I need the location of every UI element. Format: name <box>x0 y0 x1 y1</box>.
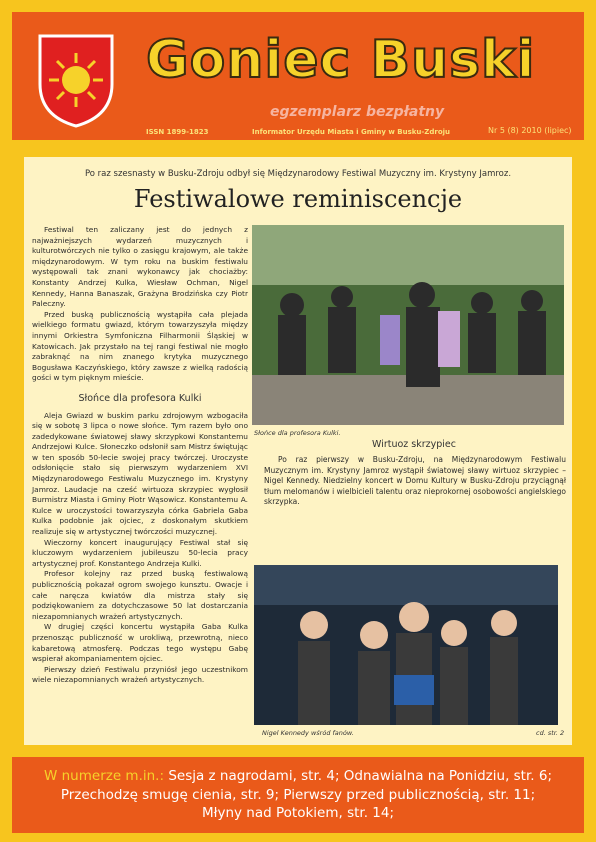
photo-kennedy <box>254 565 558 725</box>
masthead <box>12 12 584 140</box>
paragraph: Pierwszy dzień Festiwalu przyniósł jego uczestnikom wiele niezapomnianych wrażeń artystycznych. <box>32 664 248 685</box>
article-panel <box>24 157 572 745</box>
paragraph: Festiwal ten zaliczany jest do jednych z najważniejszych wydarzeń muzycznych i kulturotwórczych nie tylko o zasięgu krajowym, ale także międzynarodowym. W tym roku na buskim festiwalu występowali tak znani wykonawcy jak chociażby: Konstanty Andrzej Kulka, Wiesław Ochman, Nigel Kennedy, Hanna Banaszak, Grażyna Brodzińska czy Piotr Paleczny. <box>32 225 248 309</box>
article-intro: Po raz szesnasty w Busku-Zdroju odbył się Międzynarodowy Festiwal Muzyczny im. Krystyny Jamroz. <box>84 169 512 179</box>
paragraph: Wieczorny koncert inaugurujący Festiwal stał się kluczowym wydarzeniem jubileuszu 50-lecia pracy artystycznej prof. Konstantego Andrzeja Kulki. <box>32 537 248 568</box>
paragraph: W drugiej części koncertu wystąpiła Gaba Kulka przenosząc publiczność w urokliwą, przewrotną, nieco kabaretową atmosferę. Podczas tego występu Gabę wspierał akompaniamentem ojciec. <box>32 622 248 664</box>
paragraph: Przed buską publicznością wystąpiła cała plejada wielkiego formatu gwiazd, którym towarzyszyła między innymi Orkiestra Symfoniczna Filharmonii Śląskiej w Katowicach. Jak przystało na tej rangi festiwal nie mogło zabraknąć na nim znanego krytyka muzycznego Bogusława Kaczyńskiego, który zawsze z wielką radością gości w tym pięknym mieście. <box>32 309 248 383</box>
continued-note: cd. str. 2 <box>536 729 565 737</box>
free-copy-label: egzemplarz bezpłatny <box>270 104 445 120</box>
article-headline: Festiwalowe reminiscencje <box>133 185 463 213</box>
issn: ISSN 1899-1823 <box>146 128 209 136</box>
publisher-info: Informator Urzędu Miasta i Gminy w Busku-Zdroju <box>252 128 451 136</box>
subheading-virtuoso: Wirtuoz skrzypiec <box>372 439 456 450</box>
newspaper-title: Goniec Buski <box>146 30 536 90</box>
toc-line: Przechodzę smugę cienia, str. 9; Pierwszy przed publicznością, str. 11; <box>60 786 536 803</box>
subheading-sun: Słońce dla profesora Kulki <box>78 392 202 404</box>
toc-label: W numerze m.in.: <box>43 768 165 784</box>
toc-line: Sesja z nagrodami, str. 4; Odnawialna na Ponidziu, str. 6; <box>168 768 553 784</box>
coat-of-arms-icon <box>36 32 116 128</box>
article-column-right <box>264 455 566 508</box>
toc-line: Młyny nad Potokiem, str. 14; <box>201 805 395 821</box>
paragraph: Aleja Gwiazd w buskim parku zdrojowym wzbogaciła się w sobotę 3 lipca o nowe słońce. Tym razem było ono zadedykowane światowej sławy skrzypkowi Konstantemu Andrzejowi Kulce. Słoneczko odsłonił sam Mistrz świętując w ten sposób 50-lecie swojej pracy twórczej. Uroczyste odsłonięcie stało się pierwszym wydarzeniem XVI Międzynarodowego Festiwalu Muzycznego im. Krystyny Jamroz. Laudacje na cześć wirtuoza skrzypiec wygłosił Burmistrz Miasta i Gminy Piotr Wąsowicz. Konstantemu A. Kulce w uroczystości towarzyszyła córka Gabriela Gaba Kulka podobnie jak ojciec, z doskonałym skutkiem realizuje się w artystycznej twórczości muzycznej. <box>32 410 248 537</box>
paragraph: Po raz pierwszy w Busku-Zdroju, na Międzynarodowym Festiwalu Muzycznym im. Krystyny Jamroz wystąpił światowej sławy wirtuoz skrzypiec – Nigel Kennedy. Niedzielny koncert w Domu Kultury w Busku-Zdroju przyciągnął tłum melomanów i wielbicieli talentu oraz nieprokornej osobowości angielskiego skrzypka. <box>264 455 566 507</box>
photo-ceremony <box>252 225 564 425</box>
issue-number: Nr 5 (8) 2010 (lipiec) <box>488 126 572 135</box>
article-column-left <box>32 225 248 686</box>
photo-caption: Nigel Kennedy wśród fanów. <box>262 729 354 737</box>
photo-caption: Słońce dla profesora Kulki. <box>254 429 341 437</box>
paragraph: Profesor kolejny raz przed buską festiwalową publicznością pokazał ogrom swojego kunsztu. Owacje i całe naręcza kwiatów dla mistrza stały się podziękowaniem za dotychczasowe 50 lat dostarczania niezapomnianych wrażeń artystycznych. <box>32 569 248 621</box>
table-of-contents <box>12 757 584 833</box>
